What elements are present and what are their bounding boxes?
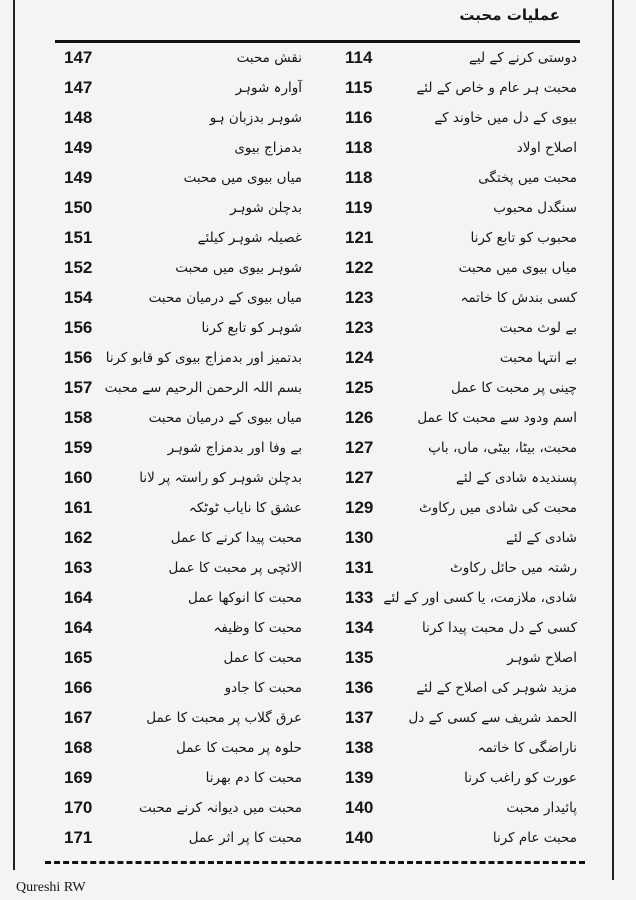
- toc-entry-title: آوارہ شوہر: [235, 80, 302, 96]
- toc-entry-title: ناراضگی کا خاتمہ: [477, 740, 577, 756]
- toc-page-number: 161: [64, 498, 93, 517]
- toc-entry-title: محبت کا پر اثر عمل: [188, 830, 302, 846]
- toc-page-number: 136: [345, 678, 374, 697]
- toc-entry-title: میاں بیوی کے درمیان محبت: [148, 410, 302, 426]
- toc-entry-title: کسی بندش کا خاتمہ: [460, 290, 577, 306]
- toc-page-number: 151: [64, 228, 93, 247]
- toc-page-number: 150: [64, 198, 93, 217]
- toc-entry: [345, 433, 577, 463]
- toc-entry: [64, 643, 302, 673]
- toc-page-number: 147: [64, 48, 93, 67]
- toc-page-number: 159: [64, 438, 93, 457]
- toc-entry: [345, 133, 577, 163]
- toc-page-number: 118: [345, 138, 373, 157]
- toc-entry-title: محبت ہر عام و خاص کے لئے: [416, 80, 577, 96]
- toc-entry: [64, 523, 302, 553]
- toc-entry-title: محبت کا وظیفہ: [213, 620, 302, 636]
- toc-entry: [64, 253, 302, 283]
- toc-page-number: 124: [345, 348, 374, 367]
- toc-entry: [345, 463, 577, 493]
- toc-page-number: 156: [64, 348, 93, 367]
- toc-entry: [345, 73, 577, 103]
- toc-page-number: 156: [64, 318, 93, 337]
- toc-page-number: 127: [345, 438, 374, 457]
- toc-entry-title: محبت کی شادی میں رکاوٹ: [419, 500, 577, 516]
- toc-entry: [64, 373, 302, 403]
- toc-page-number: 122: [345, 258, 374, 277]
- toc-page-number: 149: [64, 138, 93, 157]
- toc-page-number: 138: [345, 738, 374, 757]
- toc-entry-title: بیوی کے دل میں خاوند کے: [434, 110, 577, 126]
- toc-entry-title: اسم ودود سے محبت کا عمل: [417, 410, 577, 426]
- toc-entry-title: محبت، بیٹا، بیٹی، ماں، باپ: [428, 440, 577, 456]
- toc-entry: [64, 313, 302, 343]
- toc-entry: [64, 43, 302, 73]
- toc-page-number: 119: [345, 198, 373, 217]
- toc-page-number: 164: [64, 588, 93, 607]
- toc-page-number: 160: [64, 468, 93, 487]
- toc-entry-title: بدمزاج بیوی: [234, 140, 302, 156]
- toc-entry-title: بدتمیز اور بدمزاج بیوی کو قابو کرنا: [105, 350, 302, 366]
- dashed-divider: [45, 861, 585, 864]
- toc-entry: [64, 163, 302, 193]
- toc-entry: [345, 763, 577, 793]
- toc-entry-title: چینی پر محبت کا عمل: [450, 380, 577, 396]
- toc-entry: [64, 673, 302, 703]
- toc-entry: [64, 133, 302, 163]
- toc-entry-title: پسندیدہ شادی کے لئے: [455, 470, 577, 486]
- toc-entry: [345, 103, 577, 133]
- toc-page-number: 162: [64, 528, 93, 547]
- toc-entry: [64, 223, 302, 253]
- toc-entry: [64, 583, 302, 613]
- toc-entry: [64, 73, 302, 103]
- toc-entry-title: عورت کو راغب کرنا: [464, 770, 577, 786]
- toc-entry: [345, 523, 577, 553]
- toc-entry: [64, 463, 302, 493]
- toc-entry-title: الائچی پر محبت کا عمل: [168, 560, 302, 576]
- toc-entry-title: حلوہ پر محبت کا عمل: [176, 740, 302, 756]
- toc-page-number: 140: [345, 828, 374, 847]
- toc-page-number: 149: [64, 168, 93, 187]
- toc-entry-title: عشق کا نایاب ٹوٹکہ: [188, 500, 302, 516]
- toc-entry: [64, 553, 302, 583]
- toc-page-number: 134: [345, 618, 374, 637]
- toc-entry: [345, 823, 577, 853]
- toc-page-number: 163: [64, 558, 93, 577]
- toc-page-number: 131: [345, 558, 374, 577]
- toc-entry: [345, 583, 577, 613]
- toc-page-number: 170: [64, 798, 93, 817]
- toc-entry-title: محبت کا جادو: [224, 680, 302, 696]
- toc-entry-title: اصلاح شوہر: [507, 650, 577, 666]
- toc-entry-title: مزید شوہر کی اصلاح کے لئے: [416, 680, 577, 696]
- toc-page-number: 169: [64, 768, 93, 787]
- toc-page-number: 133: [345, 588, 374, 607]
- toc-page-number: 127: [345, 468, 374, 487]
- toc-entry-title: الحمد شریف سے کسی کے دل: [408, 710, 577, 726]
- toc-entry: [345, 343, 577, 373]
- toc-entry: [345, 373, 577, 403]
- toc-entry: [64, 793, 302, 823]
- toc-page-number: 157: [64, 378, 93, 397]
- toc-page-number: 139: [345, 768, 374, 787]
- page-border-left: [13, 0, 15, 870]
- toc-entry: [64, 193, 302, 223]
- toc-entry-title: بے وفا اور بدمزاج شوہر: [167, 440, 302, 456]
- toc-page-number: 116: [345, 108, 373, 127]
- toc-entry-title: بے لوث محبت: [499, 320, 577, 336]
- toc-entry-title: اصلاح اولاد: [516, 140, 577, 156]
- page-header-title: عملیات محبت: [459, 6, 560, 24]
- page-border-right: [612, 0, 614, 880]
- toc-page-number: 126: [345, 408, 374, 427]
- toc-entry-title: دوستی کرنے کے لیے: [468, 50, 577, 66]
- toc-entry: [345, 253, 577, 283]
- toc-entry: [345, 223, 577, 253]
- toc-entry-title: شادی، ملازمت، یا کسی اور کے لئے: [383, 590, 577, 606]
- footer-credit: Qureshi RW: [16, 880, 86, 895]
- toc-entry-title: محبت میں دیوانہ کرنے محبت: [138, 800, 302, 816]
- toc-entry: [345, 313, 577, 343]
- toc-entry-title: محبوب کو تابع کرنا: [470, 230, 577, 246]
- toc-page-number: 118: [345, 168, 373, 187]
- toc-entry-title: میاں بیوی کے درمیان محبت: [148, 290, 302, 306]
- toc-page-number: 114: [345, 48, 373, 67]
- toc-page-number: 165: [64, 648, 93, 667]
- toc-entry: [64, 733, 302, 763]
- toc-entry: [64, 763, 302, 793]
- toc-entry-title: بسم اللہ الرحمن الرحیم سے محبت: [104, 380, 302, 396]
- toc-entry-title: میاں بیوی میں محبت: [183, 170, 302, 186]
- toc-entry-title: میاں بیوی میں محبت: [458, 260, 577, 276]
- toc-entry-title: کسی کے دل محبت پیدا کرنا: [421, 620, 577, 636]
- toc-entry: [345, 43, 577, 73]
- toc-entry-title: پائیدار محبت: [506, 800, 577, 816]
- toc-entry: [345, 403, 577, 433]
- toc-entry: [345, 613, 577, 643]
- toc-entry-title: شوہر بدزبان ہو: [209, 110, 302, 126]
- toc-page-number: 164: [64, 618, 93, 637]
- toc-entry: [345, 193, 577, 223]
- toc-entry: [345, 493, 577, 523]
- toc-entry-title: شوہر بیوی میں محبت: [175, 260, 302, 276]
- toc-page-number: 140: [345, 798, 374, 817]
- toc-entry-title: بے انتہا محبت: [499, 350, 577, 366]
- toc-entry: [345, 703, 577, 733]
- toc-entry-title: محبت کا دم بھرنا: [205, 770, 302, 786]
- toc-entry: [345, 733, 577, 763]
- toc-page-number: 167: [64, 708, 93, 727]
- toc-entry: [64, 433, 302, 463]
- toc-entry-title: محبت میں پختگی: [478, 170, 577, 186]
- toc-entry: [64, 703, 302, 733]
- toc-page-number: 130: [345, 528, 374, 547]
- toc-entry: [64, 343, 302, 373]
- toc-entry-title: سنگدل محبوب: [493, 200, 577, 216]
- toc-entry-title: بدچلن شوہر: [230, 200, 302, 216]
- toc-entry-title: محبت کا انوکھا عمل: [187, 590, 302, 606]
- toc-entry: [64, 823, 302, 853]
- toc-entry: [345, 673, 577, 703]
- toc-entry-title: شوہر کو تابع کرنا: [201, 320, 302, 336]
- toc-entry-title: غصیلہ شوہر کیلئے: [197, 230, 302, 246]
- toc-page-number: 171: [64, 828, 93, 847]
- toc-page-number: 148: [64, 108, 93, 127]
- toc-entry-title: عرق گلاب پر محبت کا عمل: [146, 710, 302, 726]
- toc-page-number: 154: [64, 288, 93, 307]
- toc-page-number: 152: [64, 258, 93, 277]
- toc-page-number: 115: [345, 78, 373, 97]
- toc-entry-title: شادی کے لئے: [505, 530, 577, 546]
- toc-entry: [64, 493, 302, 523]
- toc-entry-title: محبت عام کرنا: [492, 830, 577, 846]
- toc-entry: [64, 613, 302, 643]
- toc-entry: [345, 283, 577, 313]
- toc-page-number: 135: [345, 648, 374, 667]
- toc-entry-title: رشتہ میں حائل رکاوٹ: [450, 560, 577, 576]
- toc-page-number: 158: [64, 408, 93, 427]
- toc-page-number: 121: [345, 228, 374, 247]
- toc-entry-title: محبت کا عمل: [223, 650, 302, 666]
- toc-entry: [345, 553, 577, 583]
- toc-entry-title: نقش محبت: [236, 50, 302, 66]
- toc-entry: [64, 103, 302, 133]
- toc-entry-title: محبت پیدا کرنے کا عمل: [170, 530, 302, 546]
- toc-page-number: 123: [345, 288, 374, 307]
- toc-page-number: 123: [345, 318, 374, 337]
- toc-page-number: 147: [64, 78, 93, 97]
- toc-entry-title: بدچلن شوہر کو راستہ پر لانا: [139, 470, 302, 486]
- toc-entry: [64, 403, 302, 433]
- toc-page-number: 166: [64, 678, 93, 697]
- toc-page-number: 168: [64, 738, 93, 757]
- toc-page-number: 137: [345, 708, 374, 727]
- toc-entry: [64, 283, 302, 313]
- toc-page-number: 129: [345, 498, 374, 517]
- toc-entry: [345, 643, 577, 673]
- toc-page-number: 125: [345, 378, 374, 397]
- toc-entry: [345, 163, 577, 193]
- toc-entry: [345, 793, 577, 823]
